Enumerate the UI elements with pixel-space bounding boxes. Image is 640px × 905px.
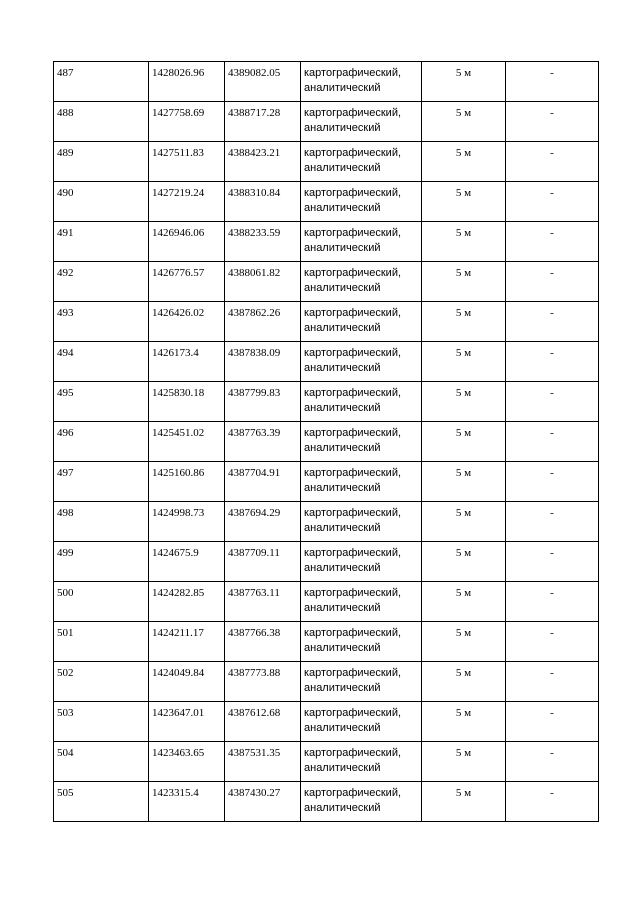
x-coordinate-cell: 1426426.02: [149, 302, 225, 342]
method-line-1: картографический,: [304, 427, 402, 439]
method-cell: [301, 182, 422, 222]
point-number-cell: 487: [54, 62, 149, 102]
x-coordinate-cell: 1426776.57: [149, 262, 225, 302]
table-row: [54, 222, 599, 262]
y-coordinate-cell: 4387763.39: [225, 422, 301, 462]
method-cell: [301, 302, 422, 342]
table-row: [54, 702, 599, 742]
x-coordinate-cell: 1423315.4: [149, 782, 225, 822]
method-line-2: аналитический: [304, 322, 381, 334]
method-line-2: аналитический: [304, 242, 381, 254]
method-line-1: картографический,: [304, 147, 402, 159]
method-line-2: аналитический: [304, 642, 381, 654]
x-coordinate-cell: 1424998.73: [149, 502, 225, 542]
note-cell: -: [506, 782, 599, 822]
method-line-2: аналитический: [304, 282, 381, 294]
note-cell: -: [506, 702, 599, 742]
note-cell: -: [506, 342, 599, 382]
accuracy-cell: 5 м: [422, 102, 506, 142]
method-cell: [301, 702, 422, 742]
note-cell: -: [506, 542, 599, 582]
point-number-cell: 489: [54, 142, 149, 182]
method-line-2: аналитический: [304, 122, 381, 134]
x-coordinate-cell: 1423647.01: [149, 702, 225, 742]
x-coordinate-cell: 1424049.84: [149, 662, 225, 702]
method-cell: [301, 102, 422, 142]
method-line-2: аналитический: [304, 162, 381, 174]
method-line-1: картографический,: [304, 747, 402, 759]
method-line-2: аналитический: [304, 82, 381, 94]
method-line-1: картографический,: [304, 107, 402, 119]
method-cell: [301, 622, 422, 662]
note-cell: -: [506, 62, 599, 102]
accuracy-cell: 5 м: [422, 342, 506, 382]
method-line-2: аналитический: [304, 482, 381, 494]
x-coordinate-cell: 1424211.17: [149, 622, 225, 662]
method-cell: [301, 222, 422, 262]
accuracy-cell: 5 м: [422, 662, 506, 702]
x-coordinate-cell: 1423463.65: [149, 742, 225, 782]
y-coordinate-cell: 4387430.27: [225, 782, 301, 822]
table-row: [54, 102, 599, 142]
note-cell: -: [506, 582, 599, 622]
method-line-1: картографический,: [304, 547, 402, 559]
method-cell: [301, 742, 422, 782]
note-cell: -: [506, 382, 599, 422]
y-coordinate-cell: 4388233.59: [225, 222, 301, 262]
accuracy-cell: 5 м: [422, 462, 506, 502]
note-cell: -: [506, 102, 599, 142]
table-row: [54, 662, 599, 702]
method-cell: [301, 262, 422, 302]
accuracy-cell: 5 м: [422, 542, 506, 582]
note-cell: -: [506, 302, 599, 342]
point-number-cell: 505: [54, 782, 149, 822]
accuracy-cell: 5 м: [422, 422, 506, 462]
point-number-cell: 503: [54, 702, 149, 742]
table-row: [54, 422, 599, 462]
table-row: [54, 62, 599, 102]
method-line-1: картографический,: [304, 467, 402, 479]
table-row: [54, 542, 599, 582]
method-line-1: картографический,: [304, 347, 402, 359]
coordinates-table-body: [54, 62, 599, 822]
method-cell: [301, 462, 422, 502]
accuracy-cell: 5 м: [422, 582, 506, 622]
method-line-1: картографический,: [304, 267, 402, 279]
accuracy-cell: 5 м: [422, 502, 506, 542]
point-number-cell: 490: [54, 182, 149, 222]
point-number-cell: 501: [54, 622, 149, 662]
table-row: [54, 502, 599, 542]
note-cell: -: [506, 422, 599, 462]
x-coordinate-cell: 1424282.85: [149, 582, 225, 622]
method-cell: [301, 542, 422, 582]
accuracy-cell: 5 м: [422, 62, 506, 102]
method-line-1: картографический,: [304, 787, 402, 799]
method-line-2: аналитический: [304, 362, 381, 374]
method-line-2: аналитический: [304, 522, 381, 534]
x-coordinate-cell: 1425451.02: [149, 422, 225, 462]
note-cell: -: [506, 622, 599, 662]
note-cell: -: [506, 222, 599, 262]
point-number-cell: 492: [54, 262, 149, 302]
method-line-1: картографический,: [304, 507, 402, 519]
method-line-1: картографический,: [304, 187, 402, 199]
point-number-cell: 497: [54, 462, 149, 502]
y-coordinate-cell: 4387799.83: [225, 382, 301, 422]
x-coordinate-cell: 1427758.69: [149, 102, 225, 142]
table-row: [54, 462, 599, 502]
y-coordinate-cell: 4387838.09: [225, 342, 301, 382]
method-cell: [301, 782, 422, 822]
y-coordinate-cell: 4387773.88: [225, 662, 301, 702]
y-coordinate-cell: 4388061.82: [225, 262, 301, 302]
y-coordinate-cell: 4387862.26: [225, 302, 301, 342]
x-coordinate-cell: 1427219.24: [149, 182, 225, 222]
accuracy-cell: 5 м: [422, 222, 506, 262]
point-number-cell: 495: [54, 382, 149, 422]
method-cell: [301, 342, 422, 382]
accuracy-cell: 5 м: [422, 182, 506, 222]
method-cell: [301, 382, 422, 422]
accuracy-cell: 5 м: [422, 782, 506, 822]
method-line-2: аналитический: [304, 682, 381, 694]
table-row: [54, 182, 599, 222]
accuracy-cell: 5 м: [422, 382, 506, 422]
table-row: [54, 342, 599, 382]
x-coordinate-cell: 1424675.9: [149, 542, 225, 582]
table-row: [54, 302, 599, 342]
accuracy-cell: 5 м: [422, 622, 506, 662]
y-coordinate-cell: 4387531.35: [225, 742, 301, 782]
method-line-1: картографический,: [304, 587, 402, 599]
method-line-1: картографический,: [304, 307, 402, 319]
table-row: [54, 742, 599, 782]
y-coordinate-cell: 4388717.28: [225, 102, 301, 142]
y-coordinate-cell: 4388423.21: [225, 142, 301, 182]
y-coordinate-cell: 4387709.11: [225, 542, 301, 582]
point-number-cell: 491: [54, 222, 149, 262]
method-line-2: аналитический: [304, 442, 381, 454]
accuracy-cell: 5 м: [422, 742, 506, 782]
point-number-cell: 494: [54, 342, 149, 382]
method-line-2: аналитический: [304, 802, 381, 814]
method-line-1: картографический,: [304, 707, 402, 719]
method-line-2: аналитический: [304, 602, 381, 614]
table-row: [54, 582, 599, 622]
y-coordinate-cell: 4387612.68: [225, 702, 301, 742]
x-coordinate-cell: 1425160.86: [149, 462, 225, 502]
accuracy-cell: 5 м: [422, 302, 506, 342]
method-cell: [301, 422, 422, 462]
x-coordinate-cell: 1426173.4: [149, 342, 225, 382]
y-coordinate-cell: 4387694.29: [225, 502, 301, 542]
point-number-cell: 502: [54, 662, 149, 702]
note-cell: -: [506, 262, 599, 302]
note-cell: -: [506, 142, 599, 182]
point-number-cell: 499: [54, 542, 149, 582]
table-row: [54, 262, 599, 302]
x-coordinate-cell: 1425830.18: [149, 382, 225, 422]
table-row: [54, 382, 599, 422]
x-coordinate-cell: 1428026.96: [149, 62, 225, 102]
method-cell: [301, 142, 422, 182]
note-cell: -: [506, 742, 599, 782]
note-cell: -: [506, 462, 599, 502]
table-row: [54, 782, 599, 822]
point-number-cell: 496: [54, 422, 149, 462]
point-number-cell: 504: [54, 742, 149, 782]
method-cell: [301, 582, 422, 622]
method-line-1: картографический,: [304, 387, 402, 399]
y-coordinate-cell: 4387704.91: [225, 462, 301, 502]
coordinates-table: [53, 61, 599, 822]
table-row: [54, 142, 599, 182]
method-line-1: картографический,: [304, 67, 402, 79]
method-cell: [301, 662, 422, 702]
x-coordinate-cell: 1427511.83: [149, 142, 225, 182]
method-line-2: аналитический: [304, 762, 381, 774]
accuracy-cell: 5 м: [422, 142, 506, 182]
table-row: [54, 622, 599, 662]
y-coordinate-cell: 4389082.05: [225, 62, 301, 102]
method-line-1: картографический,: [304, 667, 402, 679]
note-cell: -: [506, 502, 599, 542]
method-line-1: картографический,: [304, 227, 402, 239]
method-line-2: аналитический: [304, 202, 381, 214]
point-number-cell: 498: [54, 502, 149, 542]
method-cell: [301, 502, 422, 542]
note-cell: -: [506, 662, 599, 702]
point-number-cell: 500: [54, 582, 149, 622]
accuracy-cell: 5 м: [422, 702, 506, 742]
point-number-cell: 488: [54, 102, 149, 142]
method-line-2: аналитический: [304, 562, 381, 574]
method-line-2: аналитический: [304, 402, 381, 414]
point-number-cell: 493: [54, 302, 149, 342]
method-line-2: аналитический: [304, 722, 381, 734]
y-coordinate-cell: 4387763.11: [225, 582, 301, 622]
x-coordinate-cell: 1426946.06: [149, 222, 225, 262]
accuracy-cell: 5 м: [422, 262, 506, 302]
method-line-1: картографический,: [304, 627, 402, 639]
y-coordinate-cell: 4387766.38: [225, 622, 301, 662]
note-cell: -: [506, 182, 599, 222]
method-cell: [301, 62, 422, 102]
y-coordinate-cell: 4388310.84: [225, 182, 301, 222]
